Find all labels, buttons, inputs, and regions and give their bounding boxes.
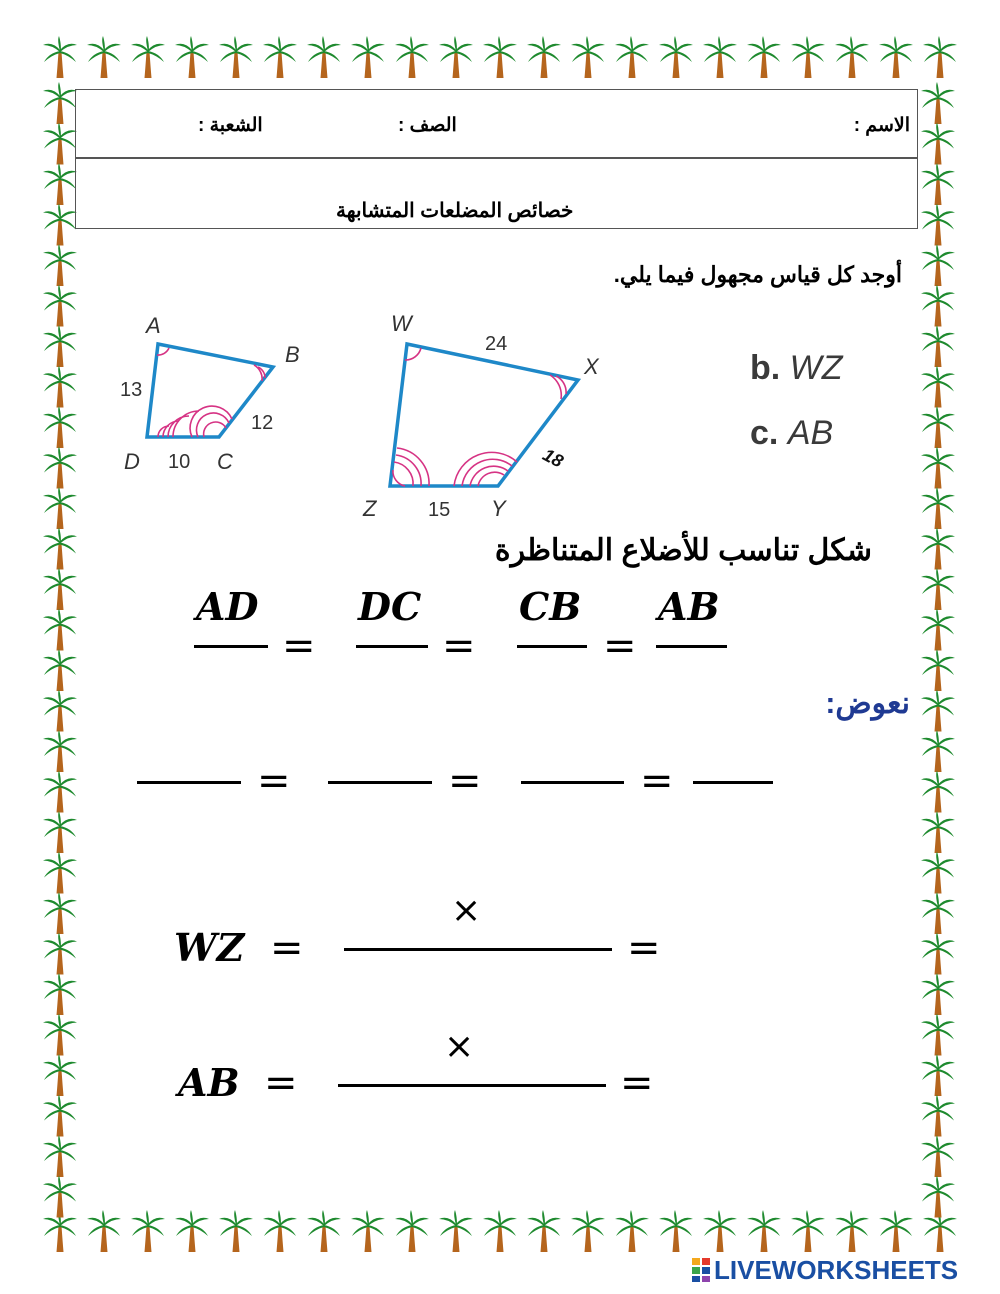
palm-tree-icon xyxy=(43,690,77,732)
palm-tree-icon xyxy=(921,933,955,975)
palm-tree-icon xyxy=(921,609,955,651)
prop-equals-2: = xyxy=(442,623,476,669)
palm-tree-icon xyxy=(659,36,693,78)
palm-tree-icon xyxy=(921,730,955,772)
palm-tree-icon xyxy=(43,528,77,570)
palm-tree-icon xyxy=(439,1210,473,1252)
palm-tree-icon xyxy=(43,933,77,975)
palm-tree-icon xyxy=(351,36,385,78)
palm-tree-icon xyxy=(43,406,77,448)
palm-tree-icon xyxy=(307,36,341,78)
solve-ab-equals: = xyxy=(264,1060,298,1106)
solve-wz-equals: = xyxy=(270,925,304,971)
palm-tree-icon xyxy=(43,204,77,246)
palm-tree-icon xyxy=(87,36,121,78)
sub-blank-4[interactable] xyxy=(693,781,773,784)
solve-ab-var: AB xyxy=(178,1060,240,1105)
palm-tree-icon xyxy=(43,730,77,772)
solve-wz-fraction-line[interactable] xyxy=(344,948,612,951)
palm-tree-icon xyxy=(615,1210,649,1252)
palm-tree-icon xyxy=(87,1210,121,1252)
prop-equals-3: = xyxy=(603,623,637,669)
vertex-b-label: B xyxy=(285,342,300,367)
palm-tree-icon xyxy=(219,36,253,78)
side-zy-label: 15 xyxy=(428,499,451,521)
palm-tree-icon xyxy=(43,123,77,165)
prop-term-ad: AD xyxy=(196,584,259,629)
palm-tree-icon xyxy=(791,36,825,78)
prop-term-dc: DC xyxy=(358,584,422,629)
vertex-z-label: Z xyxy=(363,496,377,521)
palm-tree-icon xyxy=(879,36,913,78)
palm-tree-icon xyxy=(921,690,955,732)
solve-ab-fraction-line[interactable] xyxy=(338,1084,606,1087)
palm-tree-icon xyxy=(921,892,955,934)
palm-tree-icon xyxy=(659,1210,693,1252)
question-b-letter: b. xyxy=(750,349,781,387)
palm-tree-icon xyxy=(571,36,605,78)
palm-tree-icon xyxy=(921,366,955,408)
vertex-a-label: A xyxy=(146,313,161,338)
solve-ab-equals-2: = xyxy=(620,1060,654,1106)
palm-tree-icon xyxy=(307,1210,341,1252)
palm-tree-icon xyxy=(921,811,955,853)
liveworksheets-logo-icon xyxy=(692,1258,710,1282)
vertex-d-label: D xyxy=(124,449,140,474)
liveworksheets-logo xyxy=(692,1255,958,1285)
palm-tree-icon xyxy=(43,568,77,610)
palm-tree-icon xyxy=(395,36,429,78)
side-xy-label: 18 xyxy=(539,444,567,472)
palm-tree-icon xyxy=(571,1210,605,1252)
palm-tree-icon xyxy=(43,163,77,205)
palm-tree-icon xyxy=(747,1210,781,1252)
prop-fraction-line-1 xyxy=(194,645,268,648)
prop-fraction-line-2 xyxy=(356,645,428,648)
palm-tree-icon xyxy=(923,36,957,78)
sub-blank-2[interactable] xyxy=(328,781,432,784)
vertex-w-label: W xyxy=(391,311,412,336)
class-label: الصف : xyxy=(398,115,457,136)
substitute-label: نعوض: xyxy=(825,687,910,720)
palm-tree-icon xyxy=(921,1054,955,1096)
palm-tree-icon xyxy=(921,82,955,124)
palm-tree-icon xyxy=(351,1210,385,1252)
palm-tree-icon xyxy=(921,1095,955,1137)
palm-tree-icon xyxy=(921,528,955,570)
palm-tree-icon xyxy=(921,325,955,367)
section-label: الشعبة : xyxy=(198,115,263,136)
question-c xyxy=(750,414,833,453)
palm-tree-icon xyxy=(219,1210,253,1252)
name-label: الاسم : xyxy=(853,115,910,136)
palm-tree-icon xyxy=(921,123,955,165)
palm-tree-icon xyxy=(921,1176,955,1218)
sub-equals-3: = xyxy=(640,758,674,804)
solve-wz-times: × xyxy=(451,890,482,931)
palm-tree-icon xyxy=(921,204,955,246)
palm-tree-icon xyxy=(395,1210,429,1252)
palm-tree-icon xyxy=(43,325,77,367)
prop-term-ab: AB xyxy=(658,584,720,629)
palm-tree-icon xyxy=(703,1210,737,1252)
palm-tree-icon xyxy=(43,973,77,1015)
prop-fraction-line-4 xyxy=(656,645,727,648)
palm-tree-icon xyxy=(921,1135,955,1177)
palm-tree-icon xyxy=(175,36,209,78)
question-b xyxy=(750,349,843,388)
palm-tree-icon xyxy=(263,36,297,78)
vertex-y-label: Y xyxy=(491,496,506,521)
prop-fraction-line-3 xyxy=(517,645,587,648)
side-ad-label: 13 xyxy=(120,379,143,401)
palm-tree-icon xyxy=(43,1095,77,1137)
palm-tree-icon xyxy=(921,973,955,1015)
solve-wz-var: WZ xyxy=(174,925,245,970)
palm-tree-icon xyxy=(703,36,737,78)
palm-tree-icon xyxy=(43,1176,77,1218)
palm-tree-icon xyxy=(921,406,955,448)
palm-tree-icon xyxy=(439,36,473,78)
sub-equals-1: = xyxy=(257,758,291,804)
question-b-var: WZ xyxy=(789,349,843,387)
palm-tree-icon xyxy=(921,771,955,813)
palm-tree-icon xyxy=(921,244,955,286)
palm-tree-icon xyxy=(43,447,77,489)
solve-ab-times: × xyxy=(444,1026,475,1067)
palm-tree-icon xyxy=(43,1054,77,1096)
palm-tree-icon xyxy=(921,852,955,894)
page-title: خصائص المضلعات المتشابهة xyxy=(336,200,574,222)
palm-tree-icon xyxy=(131,36,165,78)
palm-tree-icon xyxy=(175,1210,209,1252)
vertex-x-label: X xyxy=(584,354,599,379)
palm-tree-icon xyxy=(43,852,77,894)
palm-tree-icon xyxy=(43,649,77,691)
solve-wz-equals-2: = xyxy=(627,925,661,971)
side-dc-label: 10 xyxy=(168,451,191,473)
palm-tree-icon xyxy=(921,1014,955,1056)
palm-tree-icon xyxy=(43,36,77,78)
palm-tree-icon xyxy=(43,244,77,286)
palm-tree-icon xyxy=(921,447,955,489)
palm-tree-icon xyxy=(43,609,77,651)
question-c-letter: c. xyxy=(750,414,779,452)
palm-tree-icon xyxy=(835,1210,869,1252)
palm-tree-icon xyxy=(527,36,561,78)
side-wx-label: 24 xyxy=(485,333,508,355)
palm-tree-icon xyxy=(43,892,77,934)
palm-tree-icon xyxy=(43,1014,77,1056)
palm-tree-icon xyxy=(747,36,781,78)
palm-tree-icon xyxy=(921,649,955,691)
question-c-var: AB xyxy=(787,414,834,452)
vertex-c-label: C xyxy=(217,449,233,474)
palm-tree-icon xyxy=(43,771,77,813)
palm-tree-icon xyxy=(791,1210,825,1252)
palm-tree-icon xyxy=(921,487,955,529)
palm-tree-icon xyxy=(43,366,77,408)
palm-tree-icon xyxy=(921,285,955,327)
side-cb-label: 12 xyxy=(251,412,274,434)
palm-tree-icon xyxy=(43,487,77,529)
palm-tree-icon xyxy=(43,82,77,124)
palm-tree-icon xyxy=(483,36,517,78)
similar-polygons-figure xyxy=(100,300,660,530)
palm-tree-icon xyxy=(921,163,955,205)
sub-equals-2: = xyxy=(448,758,482,804)
palm-tree-icon xyxy=(131,1210,165,1252)
palm-tree-icon xyxy=(483,1210,517,1252)
prop-equals-1: = xyxy=(282,623,316,669)
prop-term-cb: CB xyxy=(519,584,582,629)
palm-tree-icon xyxy=(615,36,649,78)
sub-blank-3[interactable] xyxy=(521,781,624,784)
palm-tree-icon xyxy=(527,1210,561,1252)
palm-tree-icon xyxy=(879,1210,913,1252)
palm-tree-icon xyxy=(43,1135,77,1177)
palm-tree-icon xyxy=(921,568,955,610)
palm-tree-icon xyxy=(835,36,869,78)
instruction-text: أوجد كل قياس مجهول فيما يلي. xyxy=(613,262,902,287)
liveworksheets-logo-text: LIVEWORKSHEETS xyxy=(714,1254,959,1285)
header-divider xyxy=(76,157,917,159)
angle-marks-wxyz xyxy=(393,348,566,486)
proportion-heading: شكل تناسب للأضلاع المتناظرة xyxy=(494,534,872,567)
palm-tree-icon xyxy=(263,1210,297,1252)
palm-tree-icon xyxy=(43,285,77,327)
palm-tree-icon xyxy=(43,811,77,853)
sub-blank-1[interactable] xyxy=(137,781,241,784)
